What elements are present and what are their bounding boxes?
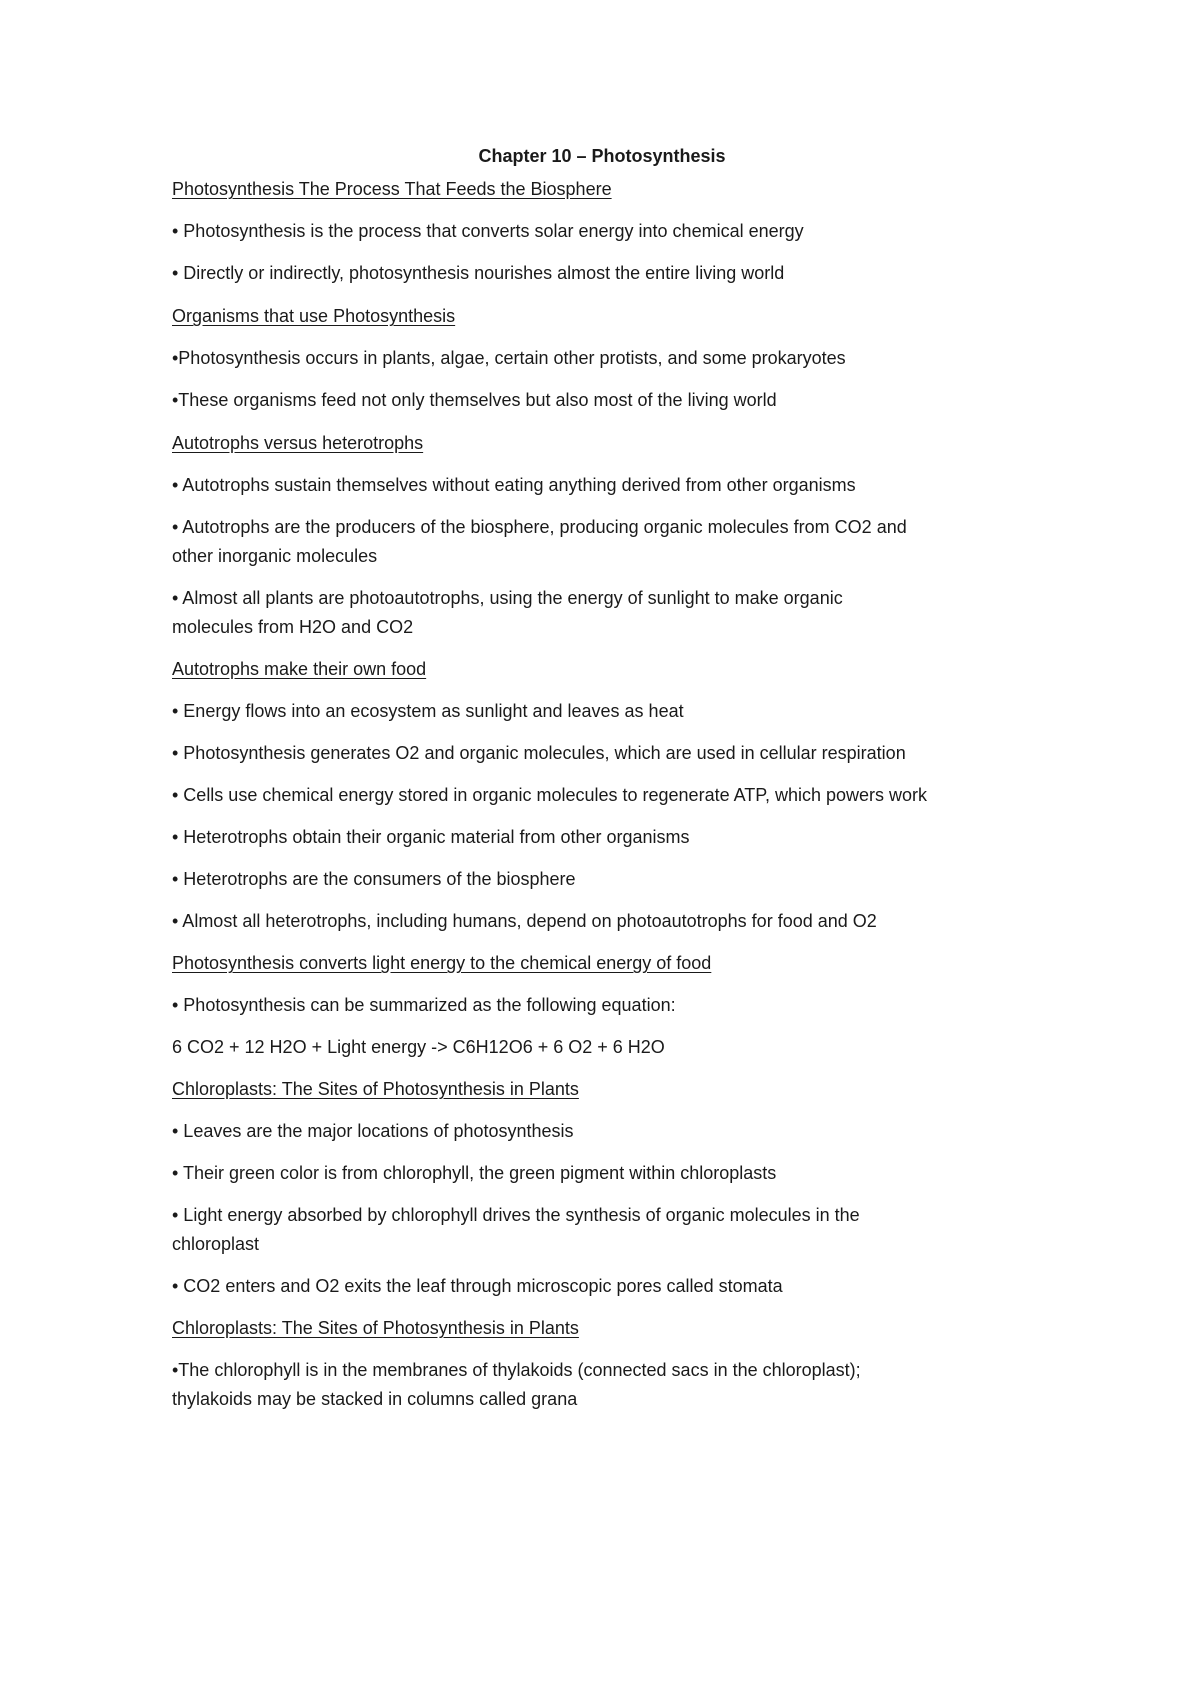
bullet-line: • Cells use chemical energy stored in organic molecules to regenerate ATP, which powers work — [172, 785, 927, 805]
bullet-line: • Heterotrophs obtain their organic material from other organisms — [172, 827, 690, 847]
section-heading: Autotrophs make their own food — [172, 659, 427, 679]
continuation-line: thylakoids may be stacked in columns called grana — [172, 1389, 578, 1409]
bullet-line: • Almost all plants are photoautotrophs, using the energy of sunlight to make organic — [172, 588, 843, 608]
continuation-line: chloroplast — [172, 1234, 260, 1254]
bullet-line: • CO2 enters and O2 exits the leaf through microscopic pores called stomata — [172, 1276, 783, 1296]
bullet-line: • Their green color is from chlorophyll, the green pigment within chloroplasts — [172, 1163, 777, 1183]
bullet-line: • Photosynthesis is the process that converts solar energy into chemical energy — [172, 221, 804, 241]
bullet-line: • Photosynthesis can be summarized as the following equation: — [172, 995, 676, 1015]
bullet-line: • Autotrophs are the producers of the biosphere, producing organic molecules from CO2 and — [172, 517, 907, 537]
bullet-line: • Autotrophs sustain themselves without eating anything derived from other organisms — [172, 475, 856, 495]
section-heading: Autotrophs versus heterotrophs — [172, 433, 424, 453]
section-heading: Chloroplasts: The Sites of Photosynthesis in Plants — [172, 1318, 579, 1338]
bullet-line: • Light energy absorbed by chlorophyll drives the synthesis of organic molecules in the — [172, 1205, 860, 1225]
section-heading: Photosynthesis converts light energy to the chemical energy of food — [172, 953, 712, 973]
bullet-line: • Leaves are the major locations of photosynthesis — [172, 1121, 574, 1141]
bullet-line: • Photosynthesis generates O2 and organic molecules, which are used in cellular respiration — [172, 743, 906, 763]
bullet-line: • Energy flows into an ecosystem as sunlight and leaves as heat — [172, 701, 684, 721]
page-title: Chapter 10 – Photosynthesis — [478, 146, 726, 166]
bullet-line: • Directly or indirectly, photosynthesis nourishes almost the entire living world — [172, 263, 785, 283]
bullet-line: •The chlorophyll is in the membranes of thylakoids (connected sacs in the chloroplast); — [172, 1360, 861, 1380]
bullet-line: •These organisms feed not only themselves but also most of the living world — [172, 390, 777, 410]
continuation-line: other inorganic molecules — [172, 546, 378, 566]
section-heading: Chloroplasts: The Sites of Photosynthesis in Plants — [172, 1079, 579, 1099]
bullet-line: • Heterotrophs are the consumers of the biosphere — [172, 869, 576, 889]
section-heading: Photosynthesis The Process That Feeds the Biosphere — [172, 179, 612, 199]
section-heading: Organisms that use Photosynthesis — [172, 306, 456, 326]
bullet-line: • Almost all heterotrophs, including humans, depend on photoautotrophs for food and O2 — [172, 911, 877, 931]
continuation-line: molecules from H2O and CO2 — [172, 617, 414, 637]
bullet-line: •Photosynthesis occurs in plants, algae, certain other protists, and some prokaryotes — [172, 348, 846, 368]
equation-line: 6 CO2 + 12 H2O + Light energy -> C6H12O6 + 6 O2 + 6 H2O — [172, 1037, 665, 1057]
